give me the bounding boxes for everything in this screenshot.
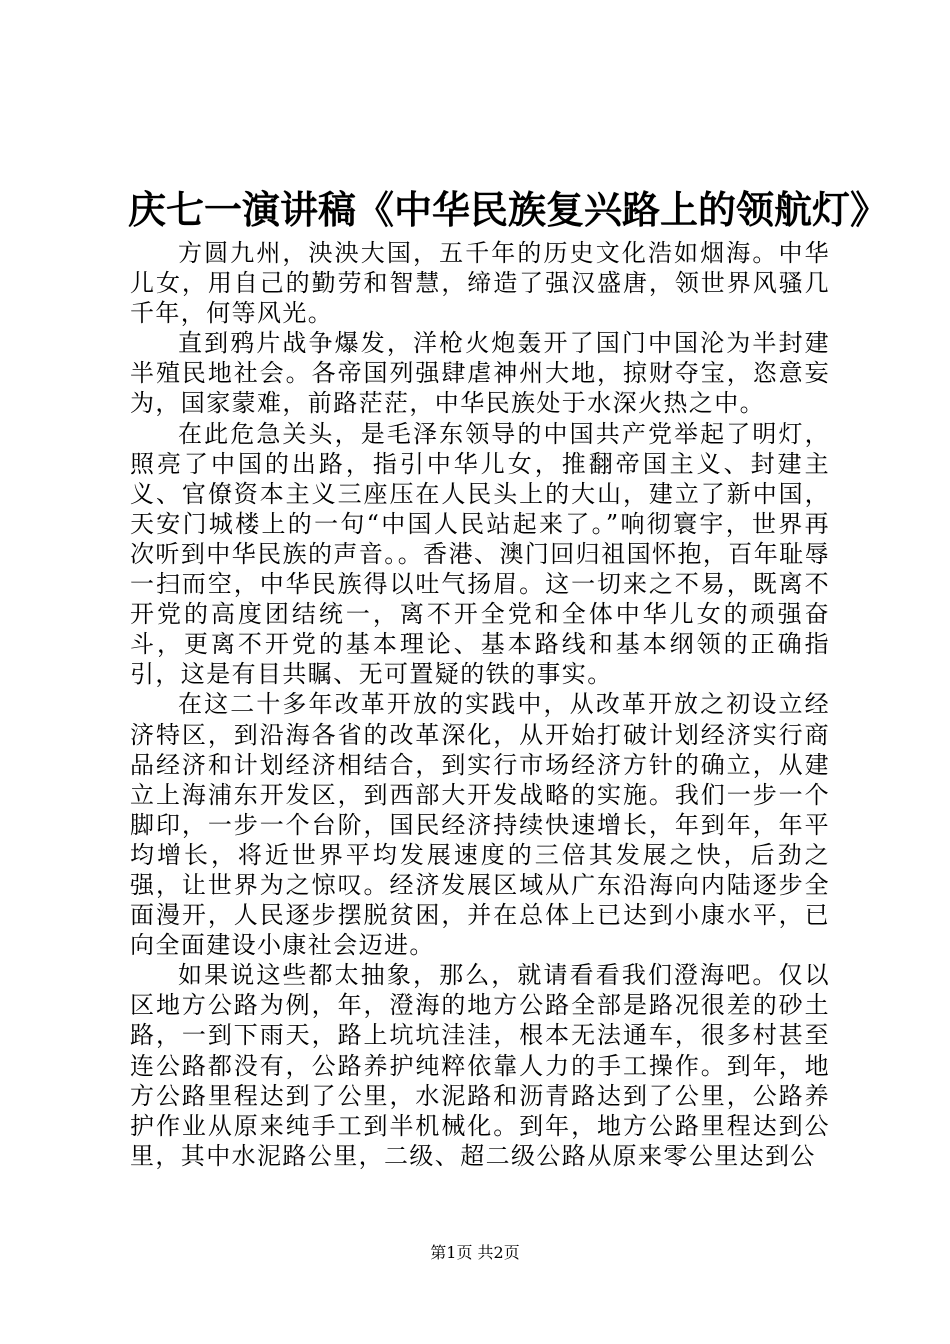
body-paragraph: 如果说这些都太抽象，那么，就请看看我们澄海吧。仅以区地方公路为例，年，澄海的地方公路全部是路况很差的砂土路，一到下雨天，路上坑坑洼洼，根本无法通车，很多村甚至连公路都没有，公路养护纯粹依靠人力的手工操作。到年，地方公路里程达到了公里，水泥路和沥青路达到了公里，公路养护作业从原来纯手工到半机械化。到年，地方公路里程达到公里，其中水泥路公里，二级、超二级公路从原来零公里达到公	[130, 961, 830, 1170]
document-title: 庆七一演讲稿《中华民族复兴路上的领航灯》	[128, 187, 889, 232]
document-body	[130, 238, 830, 1171]
body-paragraph: 方圆九州，泱泱大国，五千年的历史文化浩如烟海。中华儿女，用自己的勤劳和智慧，缔造了强汉盛唐，领世界风骚几千年，何等风光。	[130, 239, 830, 328]
body-paragraph: 在此危急关头，是毛泽东领导的中国共产党举起了明灯，照亮了中国的出路，指引中华儿女，推翻帝国主义、封建主义、官僚资本主义三座压在人民头上的大山，建立了新中国，天安门城楼上的一句“中国人民站起来了。”响彻寰宇，世界再次听到中华民族的声音。。香港、澳门回归祖国怀抱，百年耻辱一扫而空，中华民族得以吐气扬眉。这一切来之不易，既离不开党的高度团结统一，离不开全党和全体中华儿女的顽强奋斗，更离不开党的基本理论、基本路线和基本纲领的正确指引，这是有目共瞩、无可置疑的铁的事实。	[130, 419, 830, 689]
body-paragraph: 在这二十多年改革开放的实践中，从改革开放之初设立经济特区，到沿海各省的改革深化，从开始打破计划经济实行商品经济和计划经济相结合，到实行市场经济方针的确立，从建立上海浦东开发区，到西部大开发战略的实施。我们一步一个脚印，一步一个台阶，国民经济持续快速增长，年到年，年平均增长，将近世界平均发展速度的三倍其发展之快，后劲之强，让世界为之惊叹。经济发展区域从广东沿海向内陆逐步全面漫开，人民逐步摆脱贫困，并在总体上已达到小康水平，已向全面建设小康社会迈进。	[130, 690, 830, 960]
body-paragraph: 直到鸦片战争爆发，洋枪火炮轰开了国门中国沦为半封建半殖民地社会。各帝国列强肆虐神州大地，掠财夺宝，恣意妄为，国家蒙难，前路茫茫，中华民族处于水深火热之中。	[130, 329, 830, 418]
page-footer: 第1页 共2页	[430, 1243, 520, 1262]
